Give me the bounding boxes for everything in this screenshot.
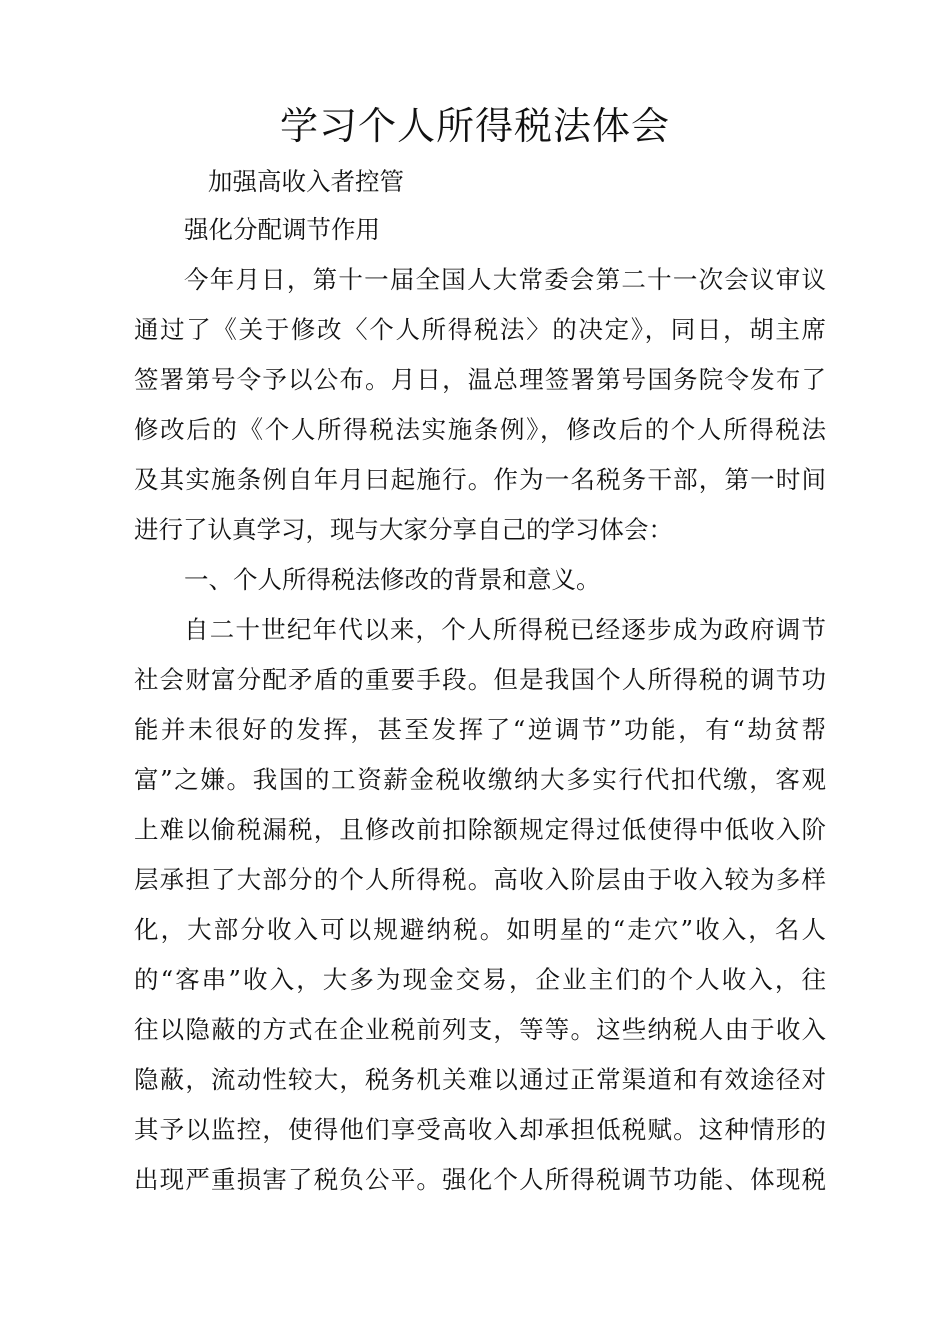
paragraph-line: 往以隐蔽的方式在企业税前列支，等等。这些纳税人由于收入 [134,1015,826,1044]
paragraph-line: 修改后的《个人所得税法实施条例》，修改后的个人所得税法 [134,415,826,444]
paragraph-line: 出现严重损害了税负公平。强化个人所得税调节功能、体现税 [134,1165,826,1194]
paragraph-line: 隐蔽，流动性较大，税务机关难以通过正常渠道和有效途径对 [134,1065,826,1094]
paragraph-line: 签署第号令予以公布。月日，温总理签署第号国务院令发布了 [134,365,826,394]
subtitle-line-1: 加强高收入者控管 [208,167,404,196]
paragraph-line: 能并未很好的发挥，甚至发挥了“逆调节”功能，有“劫贫帮 [134,715,826,744]
paragraph-line: 的“客串”收入，大多为现金交易，企业主们的个人收入，往 [134,965,826,994]
subtitle-line-2: 强化分配调节作用 [184,215,380,244]
paragraph-line: 化，大部分收入可以规避纳税。如明星的“走穴”收入，名人 [134,915,826,944]
paragraph-line: 上难以偷税漏税，且修改前扣除额规定得过低使得中低收入阶 [134,815,826,844]
paragraph-line: 及其实施条例自年月曰起施行。作为一名税务干部，第一时间 [134,465,826,494]
paragraph-line: 今年月日，第十一届全国人大常委会第二十一次会议审议 [184,265,826,294]
document-title: 学习个人所得税法体会 [279,104,670,148]
paragraph-line: 其予以监控，使得他们享受高收入却承担低税赋。这种情形的 [134,1115,826,1144]
section-heading: 一、个人所得税法修改的背景和意义。 [184,565,601,594]
paragraph-line: 进行了认真学习，现与大家分享自己的学习体会： [134,515,673,544]
paragraph-line: 通过了《关于修改〈个人所得税法〉的决定》，同日，胡主席 [134,315,826,344]
paragraph-line: 社会财富分配矛盾的重要手段。但是我国个人所得税的调节功 [134,665,826,694]
paragraph-line: 自二十世纪年代以来，个人所得税已经逐步成为政府调节 [184,615,826,644]
paragraph-line: 富”之嫌。我国的工资薪金税收缴纳大多实行代扣代缴，客观 [134,765,826,794]
paragraph-line: 层承担了大部分的个人所得税。高收入阶层由于收入较为多样 [134,865,826,894]
